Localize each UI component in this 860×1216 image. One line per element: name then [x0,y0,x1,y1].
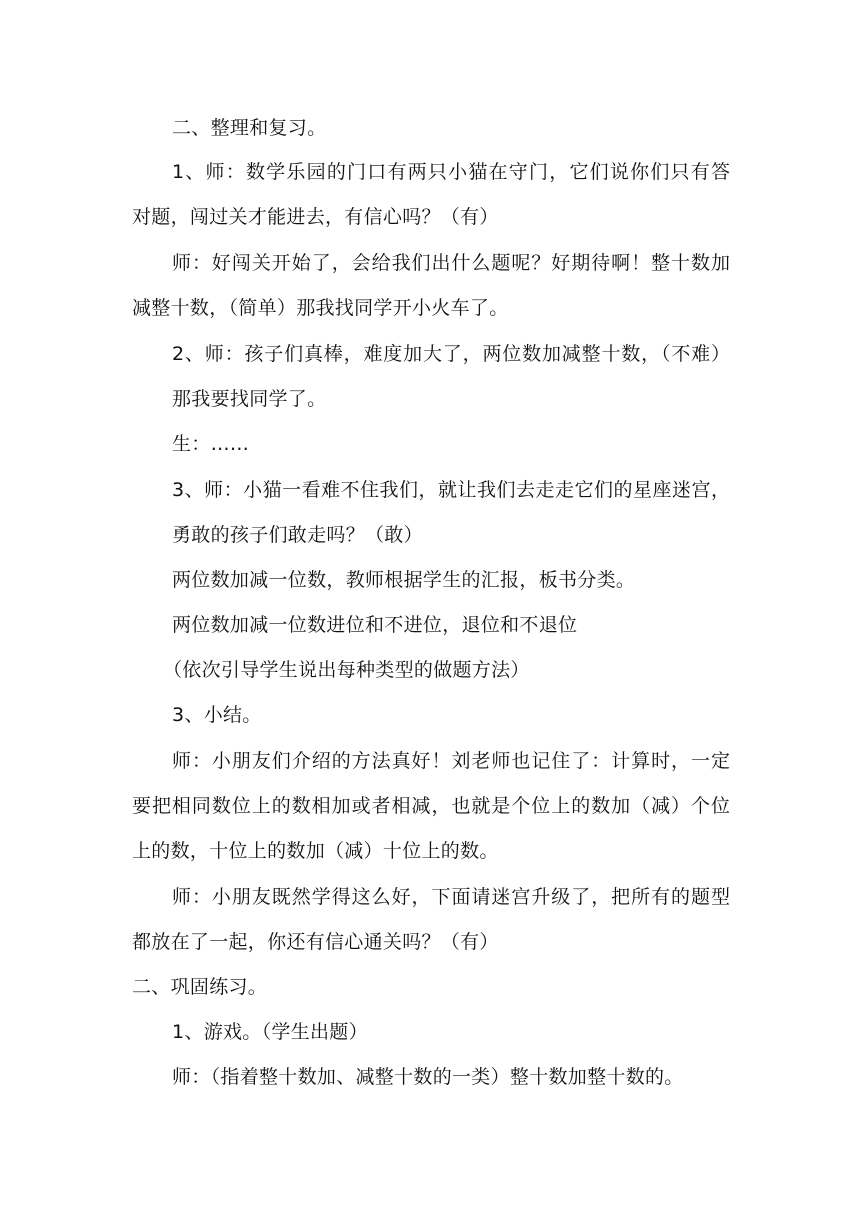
paragraph-line: 都放在了一起，你还有信心通关吗？（有） [132,931,499,953]
paragraph-line: 要把相同数位上的数相加或者相减，也就是个位上的数加（减）个位 [132,795,730,817]
paragraph-line: 师：小朋友既然学得这么好，下面请迷宫升级了，把所有的题型 [172,886,730,908]
paragraph-line: 生：…… [172,433,250,455]
paragraph-line: 对题，闯过关才能进去，有信心吗？（有） [132,206,499,228]
paragraph-line: 勇敢的孩子们敢走吗？（敢） [172,524,423,546]
paragraph-line: 3、师：小猫一看难不住我们，就让我们去走走它们的星座迷宫， [172,479,730,501]
paragraph-line: 那我要找同学了。 [172,388,327,410]
paragraph-line: 2、师：孩子们真棒，难度加大了，两位数加减整十数，（不难） [172,343,730,365]
paragraph-line: 两位数加减一位数，教师根据学生的汇报，板书分类。 [172,569,636,591]
section-heading: 二、整理和复习。 [172,117,327,139]
paragraph-line: 师：小朋友们介绍的方法真好！刘老师也记住了：计算时，一定 [172,750,730,772]
paragraph-line: 两位数加减一位数进位和不进位，退位和不退位 [172,614,578,636]
paragraph-line: 1、师：数学乐园的门口有两只小猫在守门，它们说你们只有答 [172,161,730,183]
paragraph-line: 师：（指着整十数加、减整十数的一类）整十数加整十数的。 [172,1066,684,1088]
paragraph-line: 3、小结。 [172,704,262,726]
paragraph-line: （依次引导学生说出每种类型的做题方法） [163,659,530,681]
paragraph-line: 减整十数，（简单）那我找同学开小火车了。 [132,297,509,319]
paragraph-line: 上的数，十位上的数加（减）十位上的数。 [132,840,499,862]
paragraph-line: 1、游戏。（学生出题） [172,1021,368,1043]
paragraph-line: 师：好闯关开始了，会给我们出什么题呢？好期待啊！整十数加 [172,252,730,274]
section-heading: 二、巩固练习。 [132,976,268,998]
